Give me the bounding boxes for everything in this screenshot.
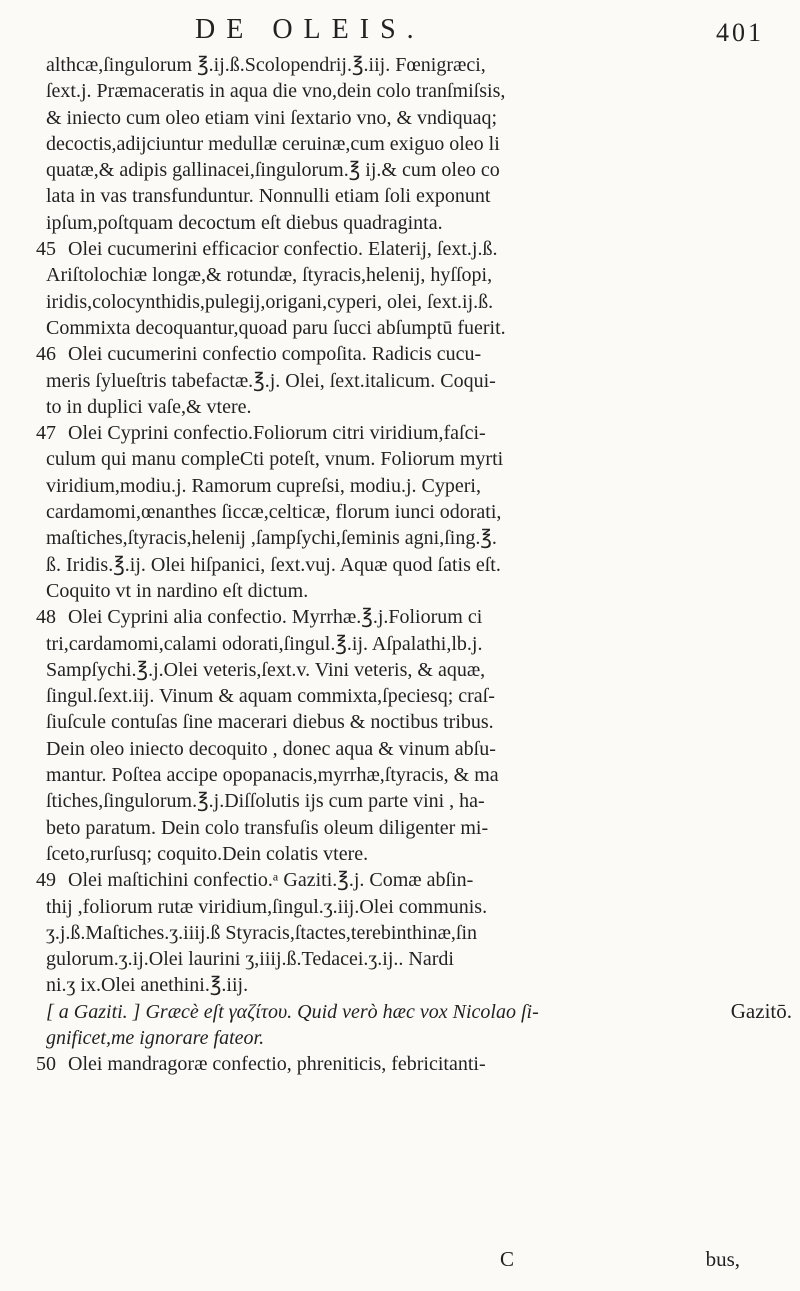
text-line [46, 552, 762, 578]
line-text: meris ſylueſtris tabefactæ.℥.j. Olei, ſext.italicum. Coqui- [46, 369, 496, 392]
text-line [46, 289, 762, 315]
catchword: bus, [705, 1247, 740, 1271]
line-text: Olei cucumerini efficacior confectio. Elaterij, ſext.j.ß. [68, 238, 498, 261]
line-text: mantur. Poſtea accipe opopanacis,myrrhæ,ſtyracis, & ma [46, 764, 499, 787]
line-text: ß. Iridis.℥.ij. Olei hiſpanici, ſext.vuj. Aquæ quod ſatis eſt. [46, 553, 501, 576]
line-text: thij ,foliorum rutæ viridium,ſingul.ʒ.iij.Olei communis. [46, 895, 488, 918]
section-number: 49 [36, 869, 56, 892]
line-text: ipſum,poſtquam decoctum eſt diebus quadraginta. [46, 211, 443, 234]
footnote-line [46, 1025, 762, 1051]
line-text: ſingul.ſext.iij. Vinum & aquam commixta,ſpeciesq; craſ- [46, 685, 495, 708]
line-text: gulorum.ʒ.ij.Olei laurini ʒ,iiij.ß.Tedacei.ʒ.ij.. Nardi [46, 948, 454, 971]
line-text: Olei maſtichini confectio.ᵃ Gaziti.℥.j. Comæ abſin- [68, 869, 474, 892]
text-line [46, 815, 762, 841]
line-text: Olei mandragoræ confectio, phreniticis, febricitanti- [68, 1053, 486, 1076]
line-text: Olei cucumerini confectio compoſita. Radicis cucu- [68, 343, 482, 366]
line-text: lata in vas transfunduntur. Nonnulli etiam ſoli exponunt [46, 185, 491, 208]
line-text: Sampſychi.℥.j.Olei veteris,ſext.v. Vini veteris, & aquæ, [46, 658, 486, 681]
text-line [46, 788, 762, 814]
line-text: ſext.j. Præmaceratis in aqua die vno,dein colo tranſmiſsis, [46, 80, 506, 103]
line-text: Coquito vt in nardino eſt dictum. [46, 579, 309, 602]
text-line [36, 341, 762, 367]
text-line [46, 368, 762, 394]
text-line [46, 920, 762, 946]
text-line [46, 78, 762, 104]
section-number: 50 [36, 1053, 56, 1076]
section-number: 45 [36, 238, 56, 261]
footnote-text: gnificet,me ignorare fateor. [46, 1026, 265, 1049]
text-line [46, 446, 762, 472]
text-line [46, 762, 762, 788]
text-line [46, 52, 762, 78]
section-number: 47 [36, 422, 56, 445]
line-text: ni.ʒ ix.Olei anethini.℥.iij. [46, 974, 249, 997]
line-text: Commixta decoquantur,quoad paru ſucci abſumptū fuerit. [46, 316, 506, 339]
text-line [46, 131, 762, 157]
line-text: tri,cardamomi,calami odorati,ſingul.℥.ij. Aſpalathi,lb.j. [46, 632, 483, 655]
line-text: Dein oleo iniecto decoquito , donec aqua & vinum abſu- [46, 737, 496, 760]
line-text: culum qui manu compleCti poteſt, vnum. Foliorum myrti [46, 448, 504, 471]
text-line [46, 894, 762, 920]
footnote-line [46, 999, 762, 1025]
text-line [46, 525, 762, 551]
text-line [46, 210, 762, 236]
footnote-text: [ a Gaziti. ] Græcè eſt γαζίτου. Quid verò hæc vox Nicolao ſi- [46, 1000, 539, 1023]
text-line [46, 473, 762, 499]
text-line [46, 315, 762, 341]
text-line [46, 631, 762, 657]
line-text: quatæ,& adipis gallinacei,ſingulorum.℥ ij.& cum oleo co [46, 159, 500, 182]
text-line [46, 499, 762, 525]
margin-note: Gazitō. [730, 998, 792, 1023]
line-text: to in duplici vaſe,& vtere. [46, 395, 252, 418]
text-line [46, 105, 762, 131]
section-number: 48 [36, 606, 56, 629]
line-text: ſtiches,ſingulorum.℥.j.Diſſolutis ijs cum parte vini , ha- [46, 790, 485, 813]
text-line [46, 972, 762, 998]
line-text: ʒ.j.ß.Maſtiches.ʒ.iiij.ß Styracis,ſtactes,terebinthinæ,ſin [46, 921, 478, 944]
signature-mark: C [500, 1247, 515, 1271]
text-line [36, 420, 762, 446]
line-text: & iniecto cum oleo etiam vini ſextario vno, & vndiquaq; [46, 106, 498, 129]
line-text: Ariſtolochiæ longæ,& rotundæ, ſtyracis,helenij, hyſſopi, [46, 264, 493, 287]
text-line [36, 867, 762, 893]
line-text: viridium,modiu.j. Ramorum cupreſsi, modiu.j. Cyperi, [46, 474, 481, 497]
section-number: 46 [36, 343, 56, 366]
text-line [46, 736, 762, 762]
text-line [46, 157, 762, 183]
text-line [46, 394, 762, 420]
line-text: Olei Cyprini alia confectio. Myrrhæ.℥.j.Foliorum ci [68, 606, 483, 629]
text-line [36, 1051, 762, 1077]
line-text: maſtiches,ſtyracis,helenij ,ſampſychi,ſeminis agni,ſing.℥. [46, 527, 497, 550]
text-line [46, 709, 762, 735]
line-text: ſiuſcule contuſas ſine macerari diebus & noctibus tribus. [46, 711, 494, 734]
page-number: 401 [716, 18, 764, 47]
line-text: Olei Cyprini confectio.Foliorum citri viridium,faſci- [68, 422, 486, 445]
text-line [46, 183, 762, 209]
text-line [36, 236, 762, 262]
text-line [46, 946, 762, 972]
text-body [36, 52, 762, 1078]
page-header [0, 14, 800, 48]
line-text: decoctis,adijciuntur medullæ ceruinæ,cum exiguo oleo li [46, 132, 500, 155]
text-line [46, 683, 762, 709]
text-line [46, 578, 762, 604]
text-line [36, 604, 762, 630]
line-text: iridis,colocynthidis,pulegij,origani,cyperi, olei, ſext.ij.ß. [46, 290, 494, 313]
line-text: ſceto,rurſusq; coquito.Dein colatis vtere. [46, 842, 369, 865]
line-text: beto paratum. Dein colo transfuſis oleum diligenter mi- [46, 816, 489, 839]
line-text: cardamomi,œnanthes ſiccæ,celticæ, florum iunci odorati, [46, 501, 502, 524]
text-line [46, 841, 762, 867]
running-title: DE OLEIS. [195, 14, 425, 45]
line-text: althcæ,ſingulorum ℥.ij.ß.Scolopendrij.℥.iij. Fœnigræci, [46, 54, 486, 76]
text-line [46, 657, 762, 683]
text-line [46, 262, 762, 288]
